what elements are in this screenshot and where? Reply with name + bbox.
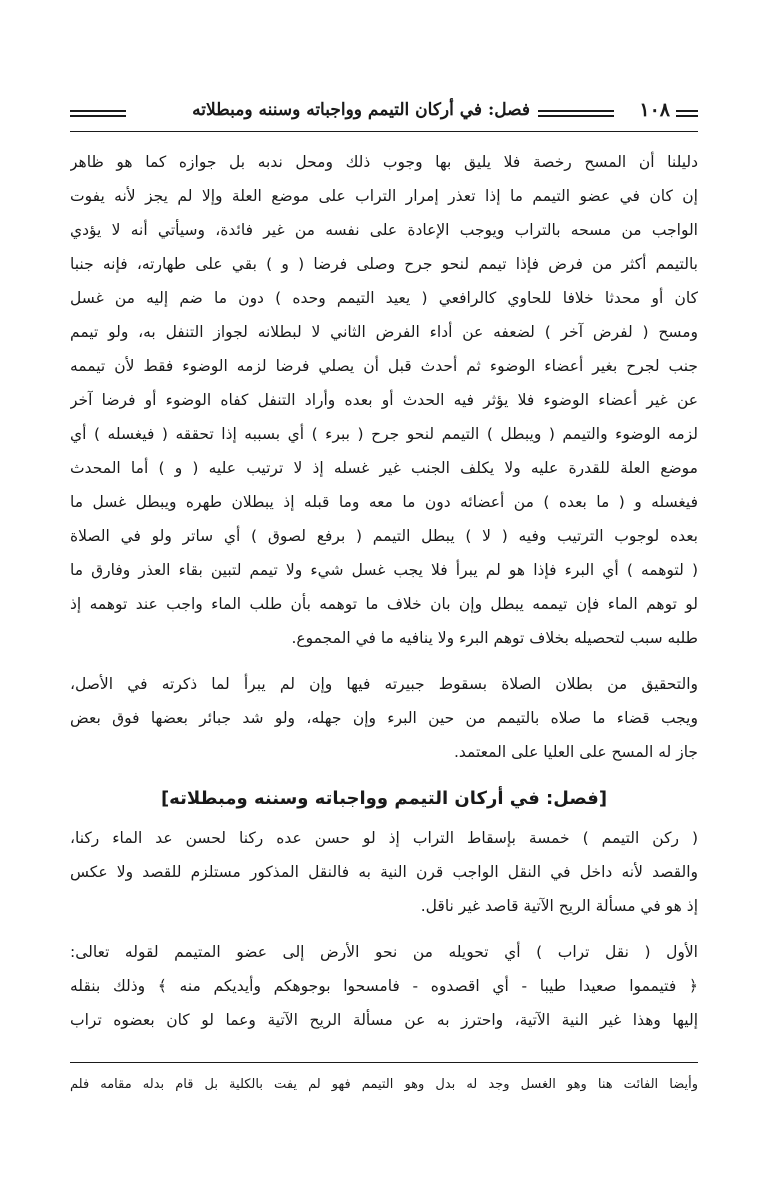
text-line: جنب لجرح بغير أعضاء الوضوء ثم أحدث قبل أن يصلي فرضا لزمه الوضوء فقط لأن تيممه [70, 357, 698, 375]
footnote-separator [70, 1062, 698, 1063]
footnote: وأيضا الفائت هنا وهو الغسل وجد له بدل وهو التيمم فهو لم يفت بالكلية بل قام بدله مقامه فلم [70, 1077, 698, 1092]
text-line: بالتيمم أكثر من فرض فإذا تيمم لنحو جرح وصلى فرضا ( و ) بقي على طهارته، فإنه جنبا [70, 255, 698, 273]
text-line: ( لتوهمه ) أي البرء فإذا هو لم يبرأ فلا يجب غسل شيء ولا تيمم لتبين بقاء العذر وفارق ما [70, 561, 698, 579]
main-text [70, 145, 698, 1037]
header-underline [70, 131, 698, 132]
text-line: موضع العلة للقدرة عليه ولا يكلف الجنب غير غسله إذ لا ترتيب عليه ( و ) أما المحدث [70, 459, 698, 477]
text-line: لزمه الوضوء والتيمم ( ويبطل ) التيمم لنحو جرح ( ببرء ) أي بسببه إذا تحققه ( فيغسله ) أي [70, 425, 698, 443]
text-line: الواجب من مسحه بالتراب ويوجب الإعادة على نفسه من غير فائدة، وسيأتي أنه لا يؤدي [70, 221, 698, 239]
section-heading: [فصل: في أركان التيمم وواجباته وسننه ومبطلاته] [160, 788, 608, 809]
text-line: فيغسله و ( ما بعده ) من أعضائه دون ما معه وما قبله إذ يبطلان طهره ويبطل غسل ما [70, 493, 698, 511]
paragraph-3 [70, 821, 698, 923]
text-line: جاز له المسح على العليا على المعتمد. [453, 743, 698, 761]
text-line: والقصد لأنه داخل في النقل الواجب قرن النية به فالنقل المذكور مستلزم للقصد ولا عكس [70, 863, 698, 881]
text-line: طلبه سبب لتحصيله بخلاف توهم البرء ولا ينافيه ما في المجموع. [291, 629, 698, 647]
text-line: إن كان في عضو التيمم ما إذا تعذر إمرار التراب على موضع العلة وإلا لم يجز لأنه يفوت [70, 187, 698, 205]
text-line: بعده لوجوب الترتيب وفيه ( لا ) يبطل التيمم ( برفع لصوق ) أي ساتر ولو في الصلاة [70, 527, 698, 545]
paragraph-4 [70, 935, 698, 1037]
text-line: عن غير أعضاء الوضوء فلا يؤثر فيه الحدث أو بعده وأراد التنفل كفاه الوضوء أو فرضا آخر [70, 391, 698, 409]
text-line: إذ هو في مسألة الريح الآتية قاصد غير ناقل. [420, 897, 698, 915]
text-line: ( ركن التيمم ) خمسة بإسقاط التراب إذ لو حسن عده ركنا لحسن عد الماء ركنا، [70, 829, 698, 847]
paragraph-1 [70, 145, 698, 655]
text-line: كان أو محدثا خلافا للحاوي كالرافعي ( يعيد التيمم وحده ) دون ما ضم إليه من غسل [70, 289, 698, 307]
text-line: لو توهم الماء فإن تيممه يبطل وإن بان خلاف ما توهمه بأن طلب الماء واجب عند توهمه إذ [70, 595, 698, 613]
header-rule-middle [538, 110, 614, 117]
paragraph-2 [70, 667, 698, 769]
text-line: دليلنا أن المسح رخصة فلا يليق بها وجوب ذلك ومحل ندبه بل جوازه كما هو ظاهر [70, 153, 698, 171]
header-rule-left [70, 110, 126, 117]
text-line: ﴿ فتيمموا صعيدا طيبا - أي اقصدوه - فامسحوا بوجوهكم وأيديكم منه ﴾ وذلك بنقله [70, 977, 698, 995]
text-line: ومسح ( لفرض آخر ) لضعفه عن أداء الفرض الثاني لا لبطلانه لجواز التنفل به، ولو تيمم [70, 323, 698, 341]
running-header [70, 100, 698, 140]
header-title: فصل: في أركان التيمم وواجباته وسننه ومبطلاته [192, 100, 530, 120]
text-line: الأول ( نقل تراب ) أي تحويله من نحو الأرض إلى عضو المتيمم لقوله تعالى: [70, 943, 698, 961]
page-number: ١٠٨ [639, 99, 670, 121]
text-line: إليها وهذا غير النية الآتية، واحترز به عن مسألة الريح الآتية وعما لو كان بعضوه تراب [70, 1011, 698, 1029]
text-line: والتحقيق من بطلان الصلاة بسقوط جبيرته فيها وإن لم يبرأ لما ذكرته في الأصل، [70, 675, 698, 693]
text-line: ويجب قضاء ما صلاه بالتيمم من حين البرء وإن جهله، ولو شد جبائر بعضها فوق بعض [70, 709, 698, 727]
header-rule-right [676, 110, 698, 117]
